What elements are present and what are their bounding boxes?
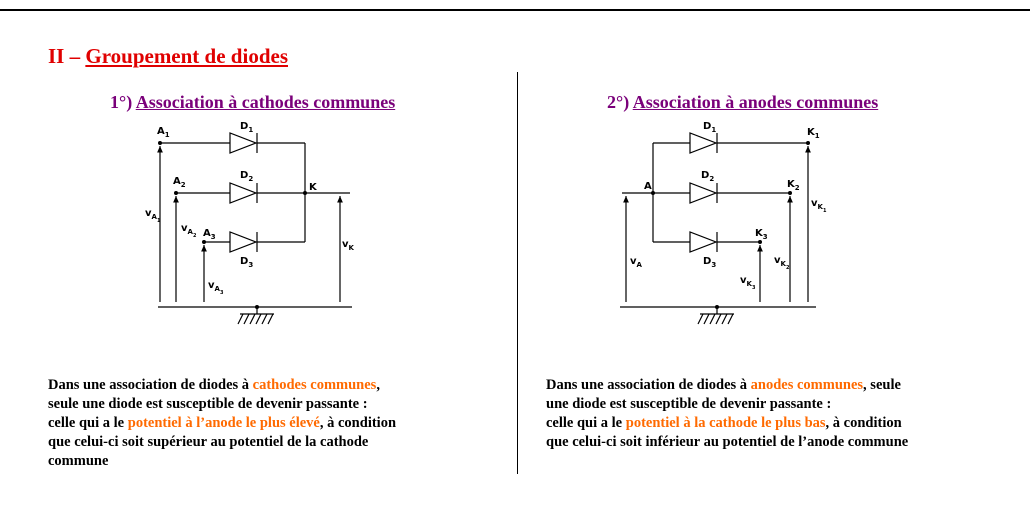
- ground-hatch: [244, 314, 249, 324]
- text-segment: Dans une association de diodes à: [48, 377, 253, 393]
- text-segment: , à condition: [319, 415, 397, 431]
- label-va2: $v_{A2}$: [181, 223, 197, 239]
- label-a2: $A_2$: [173, 176, 186, 189]
- right-explanation: [546, 376, 996, 452]
- label-k: K: [309, 182, 317, 193]
- ground-hatch: [256, 314, 261, 324]
- label-k2: $K_2$: [787, 179, 800, 192]
- ground-hatch: [262, 314, 267, 324]
- left-line-5: commune: [48, 453, 109, 469]
- left-subtitle-text: Association à cathodes communes: [135, 92, 396, 112]
- highlight-cathodes-communes: cathodes communes: [252, 377, 377, 393]
- diode-d3-right: [690, 232, 717, 252]
- label-vk3: $v_{K3}$: [740, 275, 756, 291]
- text-segment: celle qui a le: [546, 415, 626, 431]
- ground-hatch: [728, 314, 733, 324]
- label-a: A: [644, 181, 652, 192]
- highlight-potentiel-cathode: potentiel à la cathode le plus bas: [625, 415, 826, 431]
- label-d2-right: $D_2$: [701, 170, 715, 183]
- right-line-2: une diode est susceptible de devenir passante :: [546, 396, 832, 412]
- section-number: II –: [48, 44, 86, 68]
- left-line-1: [48, 376, 488, 395]
- diode-d2-left: [230, 183, 257, 203]
- node-ground-right: [715, 305, 719, 309]
- ground-hatch: [698, 314, 703, 324]
- label-a1: $A_1$: [157, 126, 170, 139]
- diode-d3-left: [230, 232, 257, 252]
- ground-hatch: [704, 314, 709, 324]
- diode-d2-right: [690, 183, 717, 203]
- ground-hatch: [716, 314, 721, 324]
- node-k3: [758, 240, 762, 244]
- label-va: $v_A$: [630, 256, 642, 269]
- section-title: Groupement de diodes: [85, 44, 288, 68]
- text-segment: , à condition: [825, 415, 902, 431]
- label-k3: $K_3$: [755, 228, 768, 241]
- left-explanation: [48, 376, 488, 471]
- text-segment: , seule: [863, 377, 901, 393]
- right-line-3: [546, 414, 996, 433]
- label-k1: $K_1$: [807, 127, 820, 140]
- label-d1-right: $D_1$: [703, 121, 717, 134]
- node-a2: [174, 191, 178, 195]
- diode-d1-right: [690, 133, 717, 153]
- node-k2: [788, 191, 792, 195]
- text-segment: ,: [376, 377, 380, 393]
- label-d2-left: $D_2$: [240, 170, 254, 183]
- highlight-potentiel-anode: potentiel à l’anode le plus élevé: [127, 415, 320, 431]
- left-subtitle-number: 1°): [110, 92, 136, 112]
- text-segment: Dans une association de diodes à: [546, 377, 751, 393]
- left-line-4: que celui-ci soit supérieur au potentiel de la cathode: [48, 434, 369, 450]
- ground-hatch: [722, 314, 727, 324]
- ground-hatch: [250, 314, 255, 324]
- anode-common-circuit: [620, 143, 816, 324]
- ground-hatch: [710, 314, 715, 324]
- node-k: [303, 191, 307, 195]
- ground-hatch: [238, 314, 243, 324]
- label-va1: $v_{A1}$: [145, 208, 161, 224]
- node-ground-left: [255, 305, 259, 309]
- label-va3: $v_{A3}$: [208, 280, 224, 296]
- right-subtitle-text: Association à anodes communes: [632, 92, 879, 112]
- text-segment: celle qui a le: [48, 415, 128, 431]
- right-line-1: [546, 376, 996, 395]
- node-a3: [202, 240, 206, 244]
- left-line-3: [48, 414, 488, 433]
- diode-d1-left: [230, 133, 257, 153]
- label-vk2: $v_{K2}$: [774, 255, 790, 271]
- node-a1: [158, 141, 162, 145]
- node-k1: [806, 141, 810, 145]
- right-line-4: que celui-ci soit inférieur au potentiel de l’anode commune: [546, 434, 909, 450]
- ground-hatch: [268, 314, 273, 324]
- label-d3-left: $D_3$: [240, 256, 254, 269]
- highlight-anodes-communes: anodes communes: [750, 377, 864, 393]
- label-d3-right: $D_3$: [703, 256, 717, 269]
- label-vk: $v_K$: [342, 239, 354, 252]
- label-vk1: $v_{K1}$: [811, 198, 827, 214]
- label-d1-left: $D_1$: [240, 121, 254, 134]
- right-subtitle-number: 2°): [607, 92, 633, 112]
- left-line-2: seule une diode est susceptible de devenir passante :: [48, 396, 368, 412]
- label-a3: $A_3$: [203, 228, 216, 241]
